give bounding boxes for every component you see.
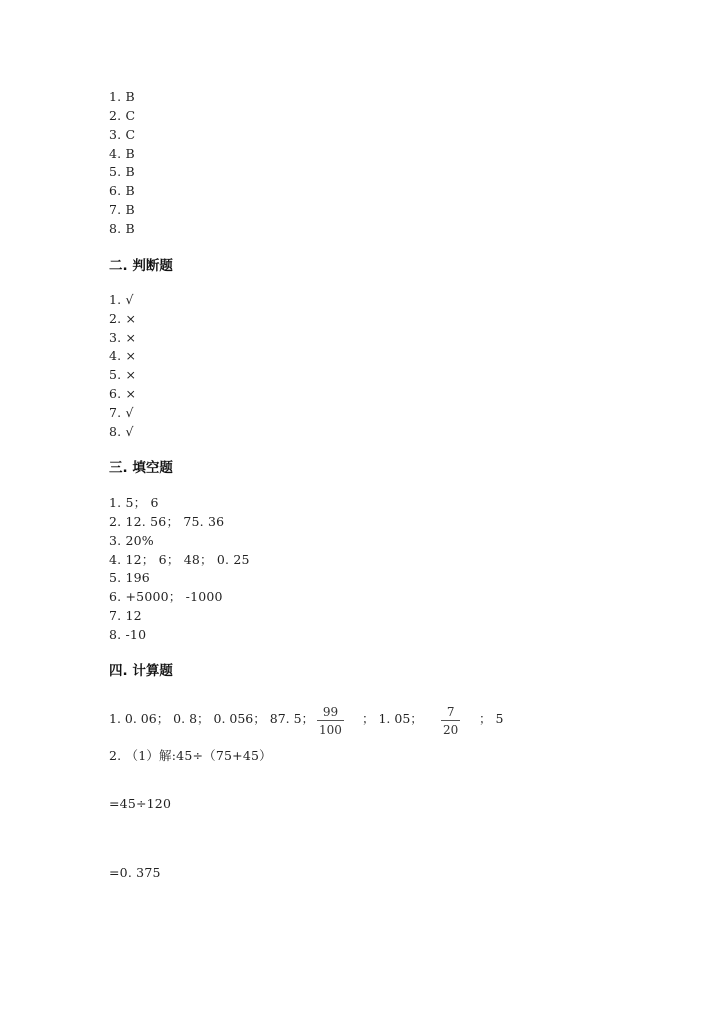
- judgement-answer-6: 6. ×: [109, 386, 137, 401]
- fill-answer-5: 5. 196: [109, 570, 150, 585]
- judgement-answer-8: 8. √: [109, 424, 134, 439]
- fraction-7-20: [441, 705, 460, 737]
- fill-answer-1: 1. 5； 6: [109, 495, 159, 510]
- fill-answer-6: 6. +5000； -1000: [109, 589, 223, 604]
- fraction-numerator: 99: [322, 705, 339, 719]
- fill-answer-2: 2. 12. 56； 75. 36: [109, 514, 225, 529]
- judgement-answer-7: 7. √: [109, 405, 134, 420]
- choice-answer-7: 7. B: [109, 202, 135, 217]
- calc-answer-2-step-2: =45÷120: [109, 796, 172, 811]
- calc-answer-1-prefix: 1. 0. 06； 0. 8； 0. 056； 87. 5；: [109, 711, 315, 726]
- choice-answer-1: 1. B: [109, 89, 135, 104]
- calc-answer-1-middle: ； 1. 05；: [362, 711, 423, 726]
- calc-answer-2-step-1: 2. （1）解:45÷（75+45）: [109, 748, 272, 763]
- section-title-judgement: 二. 判断题: [109, 258, 173, 274]
- fraction-denominator: 100: [319, 723, 342, 737]
- fraction-99-100: [317, 705, 344, 737]
- choice-answer-4: 4. B: [109, 146, 135, 161]
- section-title-fill-blank: 三. 填空题: [109, 460, 173, 476]
- judgement-answer-2: 2. ×: [109, 311, 137, 326]
- judgement-answer-4: 4. ×: [109, 348, 137, 363]
- calc-answer-2-step-3: =0. 375: [109, 865, 161, 880]
- judgement-answer-3: 3. ×: [109, 330, 137, 345]
- fill-answer-8: 8. -10: [109, 627, 147, 642]
- choice-answer-6: 6. B: [109, 183, 135, 198]
- calc-answer-1-suffix: ； 5: [479, 711, 504, 726]
- fill-answer-3: 3. 20%: [109, 533, 154, 548]
- fraction-numerator: 7: [446, 705, 455, 719]
- judgement-answer-1: 1. √: [109, 292, 134, 307]
- choice-answer-8: 8. B: [109, 221, 135, 236]
- judgement-answer-5: 5. ×: [109, 367, 137, 382]
- choice-answer-2: 2. C: [109, 108, 136, 123]
- choice-answer-3: 3. C: [109, 127, 136, 142]
- fraction-bar: [317, 720, 344, 721]
- fill-answer-7: 7. 12: [109, 608, 142, 623]
- fill-answer-4: 4. 12； 6； 48； 0. 25: [109, 552, 250, 567]
- section-title-calculation: 四. 计算题: [109, 663, 173, 679]
- fraction-bar: [441, 720, 460, 721]
- fraction-denominator: 20: [443, 723, 459, 737]
- choice-answer-5: 5. B: [109, 164, 135, 179]
